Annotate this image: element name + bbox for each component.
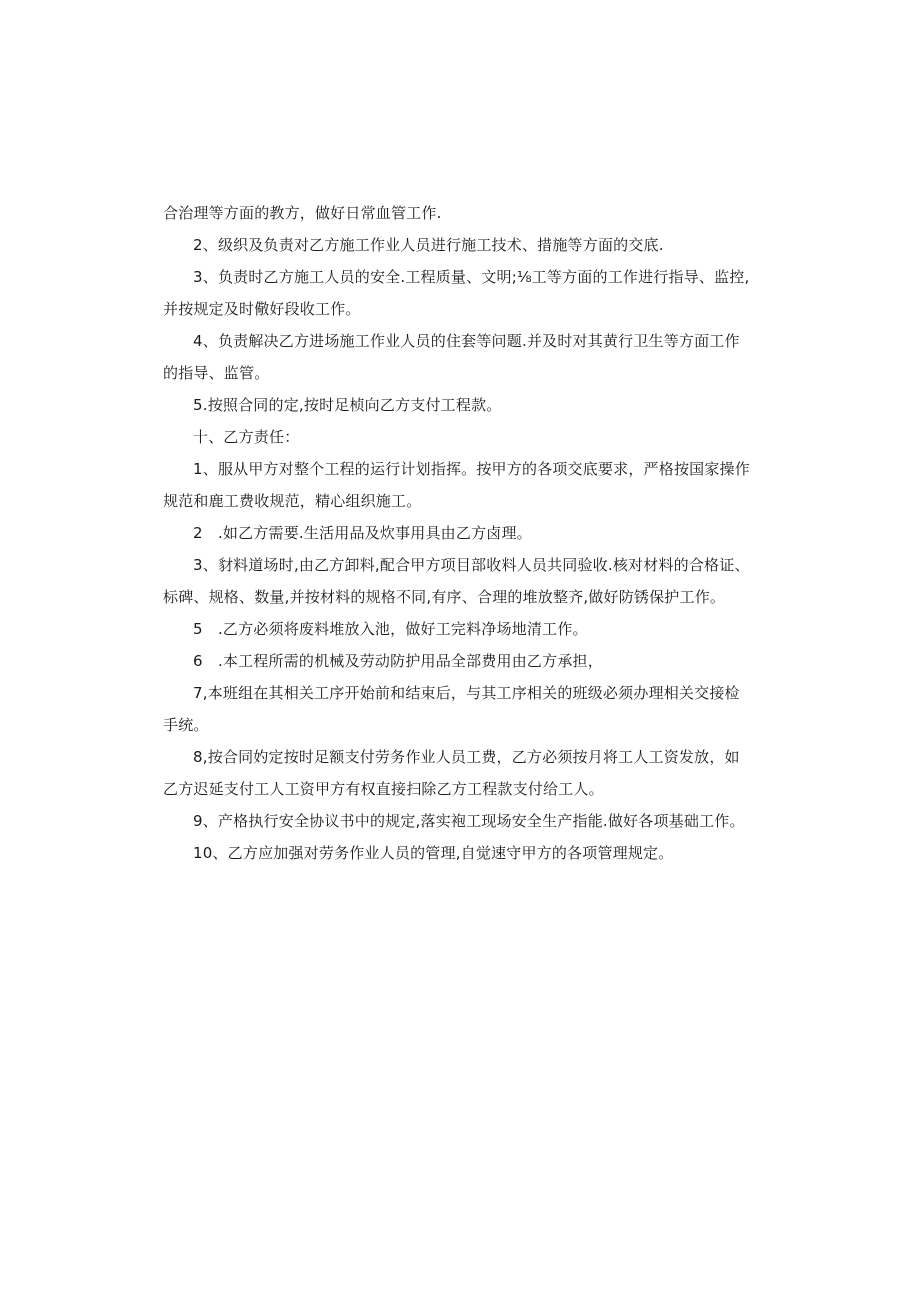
paragraph-line: 5.按照合同的定,按时足桢向乙方支付工程款。 — [193, 396, 502, 414]
paragraph-line: 9、产格执行安全协议书中的规定,落实袍工现场安全生产指能.做好各项基础工作。 — [193, 812, 745, 830]
paragraph — [163, 677, 763, 741]
paragraph-line: 规范和鹿工费收规范，精心组织施工。 — [163, 492, 422, 510]
paragraph-line: 7,本班组在其相关工序开始前和结束后，与其工序相关的班级必须办理相关交接检 — [193, 684, 740, 702]
paragraph-line: 3、负责时乙方施工人员的安全.工程质量、文明;⅛工等方面的工作进行指导、监控, — [193, 268, 750, 286]
paragraph-line: 并按规定及时儆好段收工作。 — [163, 300, 361, 318]
paragraph-line: 2、级织及负责对乙方施工作业人员进行施工技术、措施等方面的交底. — [193, 236, 664, 254]
paragraph — [163, 261, 763, 325]
paragraph — [163, 517, 763, 549]
paragraph-line: 6 .本工程所需的机械及劳动防护用品全部费用由乙方承担， — [193, 652, 603, 670]
paragraph-line: 10、乙方应加强对劳务作业人员的管理,自觉速守甲方的各项管理规定。 — [193, 844, 674, 862]
paragraph — [163, 549, 763, 613]
paragraph-line: 手统。 — [163, 716, 209, 734]
paragraph — [163, 837, 763, 869]
paragraph-line: 乙方迟延支付工人工资甲方有权直接扫除乙方工程款支付给工人。 — [163, 780, 604, 798]
paragraph — [163, 421, 763, 453]
paragraph-line: 标碑、规格、数量,并按材料的规格不同,有序、合理的堆放整齐,做好防锈保护工作。 — [163, 588, 726, 606]
paragraph-line: 1、服从甲方对整个工程的运行计划指挥。按甲方的各项交底要求，严格按国家操作 — [193, 460, 750, 478]
paragraph-line: 3、豺料道场时,由乙方卸料,配合甲方项目部收料人员共同验收.核对材料的合格证、 — [193, 556, 750, 574]
paragraph-line: 4、负责解决乙方进场施工作业人员的住套等问题.并及时对其黄行卫生等方面工作 — [193, 332, 740, 350]
paragraph — [163, 453, 763, 517]
paragraph — [163, 229, 763, 261]
paragraph-line: 5 .乙方必须将废料堆放入池，做好工完料净场地清工作。 — [193, 620, 588, 638]
paragraph — [163, 805, 763, 837]
paragraph-line: 8,按合同妁定按时足额支付劳务作业人员工费，乙方必须按月将工人工资发放，如 — [193, 748, 740, 766]
paragraph — [163, 613, 763, 645]
paragraph-line: 十、乙方责任： — [193, 428, 300, 446]
paragraph — [163, 197, 763, 229]
paragraph — [163, 389, 763, 421]
paragraph — [163, 325, 763, 389]
paragraph-line: 的指导、监管。 — [163, 364, 270, 382]
paragraph-line: 2 .如乙方需要.生活用品及炊事用具由乙方卤理。 — [193, 524, 532, 542]
document-body — [163, 197, 763, 869]
paragraph — [163, 741, 763, 805]
paragraph — [163, 645, 763, 677]
paragraph-line: 合治理等方面的教方，做好日常血管工作. — [163, 204, 442, 222]
